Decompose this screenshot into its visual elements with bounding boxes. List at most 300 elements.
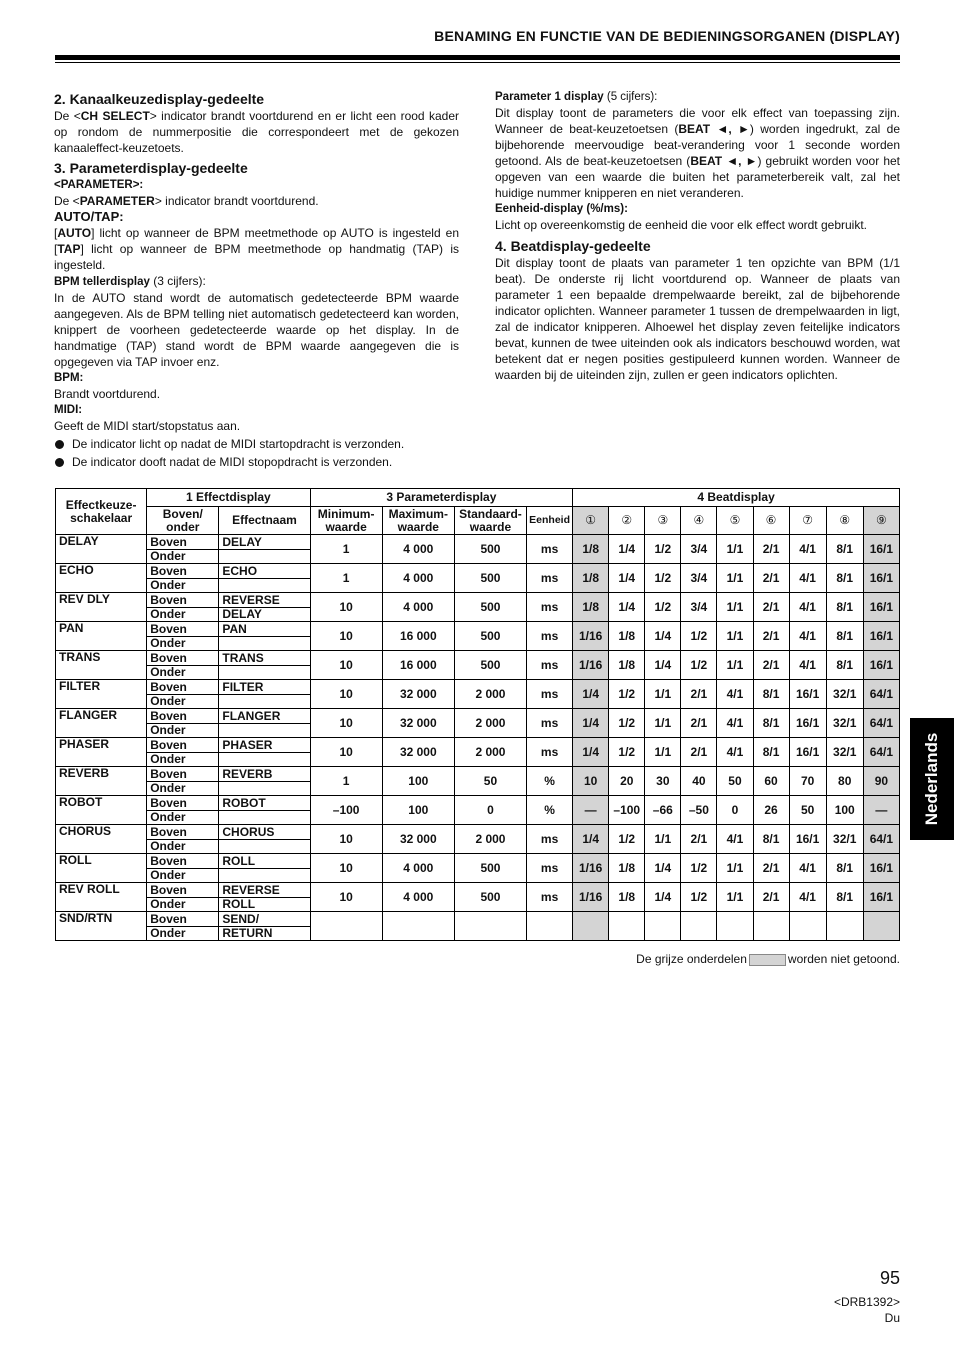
table-row: [56, 854, 900, 869]
position-upper: Boven: [147, 738, 219, 753]
switch-name: ECHO: [56, 564, 147, 593]
default-value: 2 000: [454, 709, 526, 738]
max-value: 100: [382, 767, 454, 796]
default-value: [454, 912, 526, 941]
beat-value: [789, 912, 826, 941]
position-upper: Boven: [147, 796, 219, 811]
switch-name: ROBOT: [56, 796, 147, 825]
beat-value: 3/4: [681, 535, 717, 564]
beat-value: 1/1: [717, 535, 753, 564]
switch-name: TRANS: [56, 651, 147, 680]
beat-value: 40: [681, 767, 717, 796]
header-beat-display: 4 Beatdisplay: [573, 489, 900, 507]
position-lower: Onder: [147, 840, 219, 854]
effect-name-upper: PHASER: [219, 738, 310, 753]
position-lower: Onder: [147, 637, 219, 651]
effect-name-upper: ROBOT: [219, 796, 310, 811]
effect-name-lower: [219, 550, 310, 564]
default-value: 500: [454, 564, 526, 593]
effect-name-lower: [219, 695, 310, 709]
beat-value: 1/1: [645, 680, 681, 709]
header-beat-col-5: ⑤: [717, 507, 753, 535]
effect-name-upper: SEND/: [219, 912, 310, 927]
default-value: 0: [454, 796, 526, 825]
default-value: 500: [454, 622, 526, 651]
effect-name-lower: [219, 579, 310, 593]
beat-value: 1/8: [573, 564, 609, 593]
header-beat-col-6: ⑥: [753, 507, 789, 535]
table-row: [56, 622, 900, 637]
min-value: 10: [310, 593, 382, 622]
position-upper: Boven: [147, 767, 219, 782]
default-value: 500: [454, 651, 526, 680]
beat-value: 8/1: [826, 593, 863, 622]
param1-label: Parameter 1 display (5 cijfers):: [495, 91, 658, 103]
midi-label: MIDI:: [54, 404, 83, 416]
header-unit: Eenheid: [527, 507, 573, 535]
beat-value: 64/1: [863, 709, 899, 738]
table-row: [56, 912, 900, 927]
effect-name-lower: RETURN: [219, 927, 310, 941]
beat-value: 1/1: [717, 622, 753, 651]
parameter-label: <PARAMETER>:: [54, 179, 144, 191]
min-value: 10: [310, 738, 382, 767]
switch-name: DELAY: [56, 535, 147, 564]
max-value: 32 000: [382, 738, 454, 767]
position-upper: Boven: [147, 709, 219, 724]
parameter-text: De <PARAMETER> indicator brandt voortdurend.: [54, 194, 319, 208]
header-default: Standaard-waarde: [454, 507, 526, 535]
beat-value: 1/2: [681, 854, 717, 883]
min-value: 10: [310, 622, 382, 651]
beat-value: 3/4: [681, 564, 717, 593]
unit-value: ms: [527, 651, 573, 680]
effect-name-upper: FILTER: [219, 680, 310, 695]
beat-value: 4/1: [789, 564, 826, 593]
position-lower: Onder: [147, 898, 219, 912]
beat-value: 64/1: [863, 680, 899, 709]
doc-code: <DRB1392> Du: [833, 1295, 900, 1325]
beat-value: 1/2: [681, 622, 717, 651]
beat-value: 10: [573, 767, 609, 796]
beat-value: 16/1: [863, 535, 899, 564]
effect-name-lower: [219, 869, 310, 883]
midi-text: Geeft de MIDI start/stopstatus aan.: [54, 419, 241, 433]
beat-value: —: [863, 796, 899, 825]
unit-value: ms: [527, 535, 573, 564]
beat-value: 8/1: [753, 680, 789, 709]
section-3-heading: 3. Parameterdisplay-gedeelte: [54, 160, 248, 176]
beat-value: 50: [789, 796, 826, 825]
position-lower: Onder: [147, 608, 219, 622]
effect-name-upper: TRANS: [219, 651, 310, 666]
min-value: –100: [310, 796, 382, 825]
effect-name-lower: [219, 724, 310, 738]
max-value: 4 000: [382, 535, 454, 564]
beat-value: 4/1: [789, 883, 826, 912]
beat-value: 1/2: [645, 535, 681, 564]
gray-swatch: [749, 954, 786, 966]
unit-value: ms: [527, 680, 573, 709]
switch-name: SND/RTN: [56, 912, 147, 941]
switch-name: REV ROLL: [56, 883, 147, 912]
effect-table: [55, 488, 900, 941]
gray-note: De grijze onderdelen worden niet getoond.: [636, 952, 900, 966]
position-lower: Onder: [147, 695, 219, 709]
default-value: 2 000: [454, 825, 526, 854]
bpm-text: Brandt voortdurend.: [54, 387, 161, 401]
page-header-title: BENAMING EN FUNCTIE VAN DE BEDIENINGSORGANEN (DISPLAY): [434, 28, 900, 44]
position-lower: Onder: [147, 666, 219, 680]
default-value: 2 000: [454, 738, 526, 767]
beat-value: 16/1: [789, 738, 826, 767]
beat-value: 1/16: [573, 854, 609, 883]
beat-value: 1/4: [645, 883, 681, 912]
max-value: 32 000: [382, 680, 454, 709]
bpm-counter-text: In de AUTO stand wordt de automatisch gedetecteerde BPM waarde aangegeven. Als de BPM telling niet automatisch gedetecteerd kan worden, knippert de voorheen gedetecteerde waarde op het display. In de handmatige (TAP) stand wordt de BPM waarde aangegeven die is opgegeven via TAP invoer enz.: [54, 291, 459, 369]
switch-name: REVERB: [56, 767, 147, 796]
beat-value: 1/4: [573, 738, 609, 767]
max-value: 4 000: [382, 564, 454, 593]
beat-value: 1/16: [573, 883, 609, 912]
header-beat-col-4: ④: [681, 507, 717, 535]
left-column: [54, 88, 459, 470]
position-upper: Boven: [147, 564, 219, 579]
position-upper: Boven: [147, 825, 219, 840]
min-value: 10: [310, 854, 382, 883]
beat-value: 1/1: [645, 825, 681, 854]
beat-value: 1/2: [645, 564, 681, 593]
unit-value: ms: [527, 622, 573, 651]
position-upper: Boven: [147, 680, 219, 695]
default-value: 500: [454, 854, 526, 883]
beat-value: 0: [717, 796, 753, 825]
unit-value: ms: [527, 709, 573, 738]
beat-value: 1/4: [609, 593, 645, 622]
header-effect-name: Effectnaam: [219, 507, 310, 535]
position-upper: Boven: [147, 651, 219, 666]
beat-value: [753, 912, 789, 941]
beat-value: 2/1: [681, 738, 717, 767]
default-value: 500: [454, 883, 526, 912]
beat-value: 1/1: [717, 564, 753, 593]
beat-value: 8/1: [826, 651, 863, 680]
beat-value: [645, 912, 681, 941]
min-value: [310, 912, 382, 941]
effect-name-upper: ROLL: [219, 854, 310, 869]
effect-name-lower: [219, 840, 310, 854]
switch-name: PAN: [56, 622, 147, 651]
beat-value: 4/1: [789, 622, 826, 651]
beat-value: –50: [681, 796, 717, 825]
position-lower: Onder: [147, 579, 219, 593]
beat-value: 1/1: [645, 738, 681, 767]
max-value: 32 000: [382, 825, 454, 854]
table-row: [56, 564, 900, 579]
switch-name: ROLL: [56, 854, 147, 883]
beat-value: 32/1: [826, 738, 863, 767]
position-lower: Onder: [147, 869, 219, 883]
effect-name-lower: [219, 666, 310, 680]
midi-bullet-start: De indicator licht op nadat de MIDI startopdracht is verzonden.: [54, 436, 459, 452]
beat-value: 60: [753, 767, 789, 796]
beat-value: 8/1: [826, 564, 863, 593]
beat-value: 16/1: [789, 825, 826, 854]
position-upper: Boven: [147, 593, 219, 608]
position-lower: Onder: [147, 550, 219, 564]
beat-value: 26: [753, 796, 789, 825]
beat-value: 1/1: [717, 593, 753, 622]
switch-name: PHASER: [56, 738, 147, 767]
beat-value: 1/1: [717, 651, 753, 680]
max-value: 4 000: [382, 593, 454, 622]
beat-value: 4/1: [789, 593, 826, 622]
page-number: 95: [879, 1268, 900, 1288]
beat-value: 90: [863, 767, 899, 796]
beat-value: 2/1: [753, 883, 789, 912]
beat-value: 70: [789, 767, 826, 796]
beat-value: 1/2: [609, 680, 645, 709]
max-value: 4 000: [382, 883, 454, 912]
unit-value: %: [527, 796, 573, 825]
position-upper: Boven: [147, 622, 219, 637]
right-column: [495, 88, 900, 383]
default-value: 500: [454, 535, 526, 564]
beat-value: –66: [645, 796, 681, 825]
beat-value: 1/8: [609, 651, 645, 680]
beat-value: [826, 912, 863, 941]
beat-value: [863, 912, 899, 941]
min-value: 10: [310, 883, 382, 912]
beat-value: 1/1: [645, 709, 681, 738]
beat-value: 1/8: [609, 854, 645, 883]
max-value: 16 000: [382, 622, 454, 651]
beat-value: 1/4: [573, 709, 609, 738]
position-upper: Boven: [147, 883, 219, 898]
beat-value: 1/2: [645, 593, 681, 622]
effect-name-upper: REVERB: [219, 767, 310, 782]
effect-name-upper: CHORUS: [219, 825, 310, 840]
header-maximum: Maximum-waarde: [382, 507, 454, 535]
position-lower: Onder: [147, 753, 219, 767]
beat-value: 16/1: [863, 622, 899, 651]
position-upper: Boven: [147, 854, 219, 869]
effect-name-upper: REVERSE: [219, 883, 310, 898]
beat-value: [609, 912, 645, 941]
beat-value: 3/4: [681, 593, 717, 622]
section-4-text: Dit display toont de plaats van parameter 1 ten opzichte van BPM (1/1 beat). De onderste rij licht voortdurend op. Wanneer de plaats van parameter 1 een bepaalde drempelwaarde bereikt, zal de bijbehorende indicator oplichten. Wanneer parameter 1 tussen de drempelwaarden in ligt, zal de indicator knipperen. Alhoewel het display zeven feitelijke indicators bevat, kunnen de twee uiteinden ook als indicators beschouwd worden, wat betekent dat er negen posities gestipuleerd kunnen worden. Wanneer de waarden bij de uiteinden zijn, zullen er geen indicators oplichten.: [495, 256, 900, 382]
header-beat-col-9: ⑨: [863, 507, 899, 535]
beat-value: 1/2: [609, 825, 645, 854]
max-value: [382, 912, 454, 941]
beat-value: 1/4: [609, 535, 645, 564]
unit-value: ms: [527, 593, 573, 622]
beat-value: 2/1: [753, 564, 789, 593]
beat-value: 1/2: [609, 709, 645, 738]
section-4-heading: 4. Beatdisplay-gedeelte: [495, 238, 651, 254]
min-value: 1: [310, 535, 382, 564]
header-switch: Effectkeuze-schakelaar: [56, 489, 147, 535]
header-parameter-display: 3 Parameterdisplay: [310, 489, 573, 507]
beat-value: 16/1: [863, 883, 899, 912]
default-value: 500: [454, 593, 526, 622]
beat-value: 32/1: [826, 709, 863, 738]
beat-value: 1/1: [717, 854, 753, 883]
table-row: [56, 651, 900, 666]
header-beat-col-8: ⑧: [826, 507, 863, 535]
beat-value: 8/1: [826, 535, 863, 564]
header-beat-col-1: ①: [573, 507, 609, 535]
beat-value: 32/1: [826, 825, 863, 854]
header-position: Boven/ onder: [147, 507, 219, 535]
beat-value: 1/4: [645, 622, 681, 651]
beat-value: 1/2: [681, 883, 717, 912]
header-beat-col-2: ②: [609, 507, 645, 535]
unit-value: ms: [527, 883, 573, 912]
effect-name-lower: ROLL: [219, 898, 310, 912]
autotap-text: [AUTO] licht op wanneer de BPM meetmethode op AUTO is ingesteld en [TAP] licht op wanneer de BPM meetmethode op handmatig (TAP) is ingesteld.: [54, 226, 459, 272]
beat-value: 2/1: [681, 680, 717, 709]
max-value: 100: [382, 796, 454, 825]
midi-bullet-stop: De indicator dooft nadat de MIDI stopopdracht is verzonden.: [54, 454, 459, 470]
effect-name-lower: [219, 753, 310, 767]
beat-value: 1/2: [681, 651, 717, 680]
table-row: [56, 680, 900, 695]
beat-value: 2/1: [681, 709, 717, 738]
beat-value: 8/1: [753, 825, 789, 854]
beat-value: 2/1: [753, 535, 789, 564]
beat-value: [573, 912, 609, 941]
beat-value: 1/8: [573, 593, 609, 622]
unit-value: %: [527, 767, 573, 796]
beat-value: 20: [609, 767, 645, 796]
beat-value: 4/1: [717, 825, 753, 854]
beat-value: 1/16: [573, 622, 609, 651]
beat-value: 1/8: [609, 622, 645, 651]
beat-value: 1/4: [645, 651, 681, 680]
beat-value: 2/1: [753, 593, 789, 622]
switch-name: FILTER: [56, 680, 147, 709]
param1-text: Dit display toont de parameters die voor elk effect van toepassing zijn. Wanneer de beat-keuzetoetsen (BEAT ◄, ►) worden ingedrukt, zal de bijbehorende meervoudige beat-verandering voor 1 seconde worden getoond. Als de beat-keuzetoetsen (BEAT ◄, ►) gebruikt worden voor het opgeven van een waarde die buiten het parameterbereik valt, zal het huidige nummer knipperen en niet veranderen.: [495, 106, 901, 200]
unit-display-label: Eenheid-display (%/ms):: [495, 203, 628, 215]
bpm-counter-label: BPM tellerdisplay (3 cijfers):: [54, 274, 206, 288]
min-value: 1: [310, 767, 382, 796]
beat-value: 4/1: [789, 854, 826, 883]
effect-name-upper: ECHO: [219, 564, 310, 579]
table-row: [56, 535, 900, 550]
table-row: [56, 767, 900, 782]
beat-value: 2/1: [753, 622, 789, 651]
beat-value: 16/1: [863, 854, 899, 883]
effect-name-lower: [219, 811, 310, 825]
beat-value: 8/1: [753, 738, 789, 767]
table-row: [56, 825, 900, 840]
unit-value: ms: [527, 738, 573, 767]
table-row: [56, 738, 900, 753]
max-value: 16 000: [382, 651, 454, 680]
unit-value: ms: [527, 825, 573, 854]
beat-value: 16/1: [863, 651, 899, 680]
unit-display-text: Licht op overeenkomstig de eenheid die voor elk effect wordt gebruikt.: [495, 218, 867, 232]
beat-value: 1/4: [645, 854, 681, 883]
table-row: [56, 883, 900, 898]
header-beat-col-7: ⑦: [789, 507, 826, 535]
section-2-heading: 2. Kanaalkeuzedisplay-gedeelte: [54, 91, 265, 107]
beat-value: [717, 912, 753, 941]
beat-value: 1/4: [573, 680, 609, 709]
beat-value: 16/1: [863, 564, 899, 593]
effect-name-upper: DELAY: [219, 535, 310, 550]
switch-name: REV DLY: [56, 593, 147, 622]
beat-value: 1/2: [609, 738, 645, 767]
beat-value: 4/1: [717, 709, 753, 738]
beat-value: 1/1: [717, 883, 753, 912]
beat-value: 100: [826, 796, 863, 825]
beat-value: 16/1: [789, 680, 826, 709]
position-lower: Onder: [147, 782, 219, 796]
min-value: 10: [310, 825, 382, 854]
beat-value: 8/1: [826, 854, 863, 883]
beat-value: 4/1: [789, 535, 826, 564]
language-side-tab: Nederlands: [910, 718, 954, 840]
beat-value: 30: [645, 767, 681, 796]
beat-value: 32/1: [826, 680, 863, 709]
effect-name-upper: REVERSE: [219, 593, 310, 608]
beat-value: 1/8: [609, 883, 645, 912]
header-rule-thin: [55, 62, 900, 63]
position-lower: Onder: [147, 927, 219, 941]
position-lower: Onder: [147, 724, 219, 738]
header-minimum: Minimum-waarde: [310, 507, 382, 535]
max-value: 32 000: [382, 709, 454, 738]
beat-value: 1/8: [573, 535, 609, 564]
header-effect-display: 1 Effectdisplay: [147, 489, 310, 507]
default-value: 50: [454, 767, 526, 796]
table-row: [56, 709, 900, 724]
beat-value: 8/1: [826, 622, 863, 651]
header-beat-col-3: ③: [645, 507, 681, 535]
switch-name: FLANGER: [56, 709, 147, 738]
beat-value: 64/1: [863, 738, 899, 767]
position-upper: Boven: [147, 912, 219, 927]
bpm-label: BPM:: [54, 372, 84, 384]
min-value: 1: [310, 564, 382, 593]
beat-value: 1/16: [573, 651, 609, 680]
beat-value: 2/1: [753, 651, 789, 680]
header-rule: [55, 55, 900, 60]
min-value: 10: [310, 709, 382, 738]
effect-name-lower: DELAY: [219, 608, 310, 622]
beat-value: 16/1: [863, 593, 899, 622]
autotap-label: AUTO/TAP:: [54, 209, 124, 224]
beat-value: 80: [826, 767, 863, 796]
section-2-text: De <CH SELECT> indicator brandt voortdurend en er licht een rood kader op rondom de nummerpositie die correspondeert met de gekozen kanaaleffect-keuzetoets.: [54, 109, 459, 155]
unit-value: ms: [527, 854, 573, 883]
effect-name-lower: [219, 782, 310, 796]
beat-value: 4/1: [789, 651, 826, 680]
position-lower: Onder: [147, 811, 219, 825]
beat-value: 8/1: [753, 709, 789, 738]
switch-name: CHORUS: [56, 825, 147, 854]
beat-value: [681, 912, 717, 941]
beat-value: 2/1: [753, 854, 789, 883]
position-upper: Boven: [147, 535, 219, 550]
beat-value: 64/1: [863, 825, 899, 854]
min-value: 10: [310, 651, 382, 680]
beat-value: 4/1: [717, 738, 753, 767]
unit-value: ms: [527, 564, 573, 593]
table-row: [56, 593, 900, 608]
